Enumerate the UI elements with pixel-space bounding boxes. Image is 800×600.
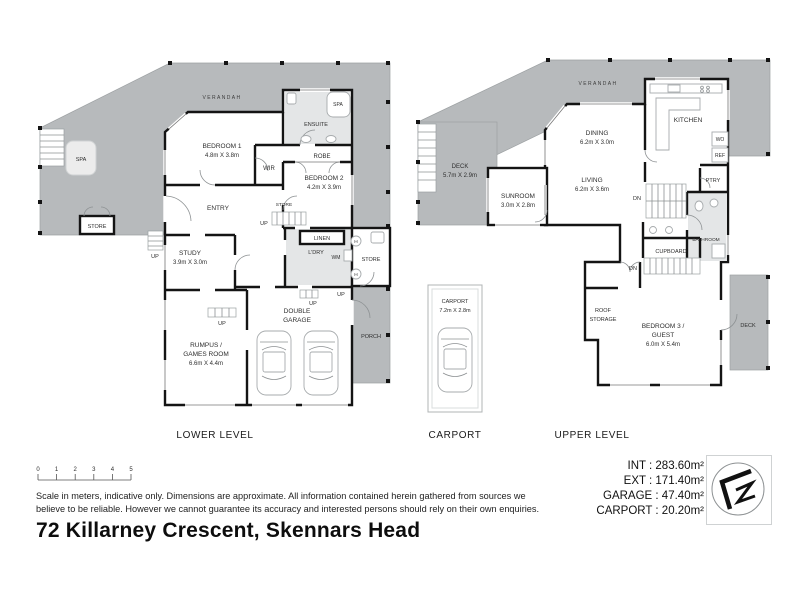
- dining-dims: 6.2m X 3.0m: [579, 140, 615, 146]
- wo-label: WO: [715, 137, 725, 143]
- area-ext: EXT : 171.40m²: [623, 475, 704, 487]
- wir-label: WIR: [263, 166, 275, 172]
- upper-verandah-label: VERANDAH: [578, 81, 618, 87]
- living-label: LIVING: [581, 177, 603, 184]
- bedroom2-dims: 4.2m X 3.9m: [306, 185, 342, 191]
- sunroom-label: SUNROOM: [501, 193, 535, 200]
- bedroom3-label-2: GUEST: [651, 332, 675, 339]
- bedroom2-label: BEDROOM 2: [304, 175, 344, 182]
- carport-dims: 7.2m X 2.8m: [439, 308, 471, 314]
- up-label-1: UP: [260, 221, 268, 227]
- garage-label-2: GARAGE: [283, 317, 311, 324]
- robe-label: ROBE: [313, 154, 331, 160]
- ensuite-spa-label: SPA: [333, 102, 343, 108]
- bedroom1-label: BEDROOM 1: [202, 143, 242, 150]
- property-address: 72 Killarney Crescent, Skennars Head: [36, 519, 421, 542]
- linen-label: LINEN: [313, 236, 331, 242]
- up-label-4: UP: [309, 301, 317, 307]
- scale-tick-0: 0: [36, 467, 40, 473]
- store-right-label: STORE: [361, 257, 381, 263]
- disclaimer-text: [36, 490, 566, 516]
- ensuite-label: ENSUITE: [304, 122, 328, 128]
- bedroom1-dims: 4.8m X 3.8m: [204, 153, 240, 159]
- lower-verandah-label: VERANDAH: [202, 95, 242, 101]
- carport-caption: CARPORT: [428, 430, 482, 441]
- cupboard-label: CUPBOARD: [655, 249, 687, 255]
- rumpus-label-2: GAMES ROOM: [183, 351, 229, 358]
- garage-label-1: DOUBLE: [283, 308, 311, 315]
- porch-label: PORCH: [361, 334, 381, 340]
- upper-deck-stairs-icon: [418, 124, 436, 192]
- deck-right-label: DECK: [740, 323, 756, 329]
- scale-tick-5: 5: [129, 467, 133, 473]
- wm-label: WM: [331, 255, 341, 261]
- sunroom-dims: 3.0m X 2.8m: [500, 203, 536, 209]
- carport-plan: [428, 285, 482, 441]
- living-dims: 6.2m X 3.6m: [574, 187, 610, 193]
- area-carport: CARPORT : 20.20m²: [596, 505, 704, 517]
- dining-label: DINING: [585, 130, 609, 137]
- disclaimer-line-2: believe to be reliable. However we cannot guarantee its accuracy and interested persons should rely on their own enquiries.: [36, 504, 540, 514]
- study-label: STUDY: [178, 250, 202, 257]
- upper-level-caption: UPPER LEVEL: [554, 430, 630, 441]
- bathroom-label: BATHROOM: [692, 238, 720, 243]
- carport-car: [438, 328, 472, 392]
- lower-level-caption: LOWER LEVEL: [176, 430, 254, 441]
- dn-label-1: DN: [633, 196, 641, 202]
- spa-deck-label: SPA: [75, 157, 87, 163]
- area-summary: [596, 459, 704, 519]
- store-deck-label: STORE: [87, 224, 107, 230]
- dn-label-2: DN: [629, 266, 637, 272]
- up-label-2: UP: [151, 254, 159, 260]
- deck-left-label: DECK: [451, 164, 469, 170]
- scale-tick-3: 3: [92, 467, 96, 473]
- ldry-label: L'DRY: [308, 250, 324, 256]
- store-mid-label: STORE: [275, 203, 293, 208]
- up-label-3: UP: [218, 321, 226, 327]
- up-label-5: UP: [337, 292, 345, 298]
- lower-level-plan: [38, 61, 390, 441]
- bedroom3-label-1: BEDROOM 3 /: [641, 323, 685, 330]
- rumpus-dims: 6.6m X 4.4m: [188, 361, 224, 367]
- disclaimer-line-1: Scale in meters, indicative only. Dimensions are approximate. All information contained herein gathered from sources we: [36, 491, 526, 501]
- north-arrow-box: [706, 455, 772, 525]
- scale-tick-1: 1: [54, 467, 59, 473]
- north-arrow-icon: [707, 456, 769, 522]
- carport-label: CARPORT: [441, 299, 469, 305]
- rumpus-label-1: RUMPUS /: [190, 342, 222, 349]
- bedroom3-dims: 6.0m X 5.4m: [645, 342, 681, 348]
- scale-tick-4: 4: [110, 467, 115, 473]
- area-garage: GARAGE : 47.40m²: [603, 490, 704, 502]
- entry-label: ENTRY: [207, 205, 229, 212]
- ptry-label: PTRY: [705, 178, 721, 184]
- scale-bar: [34, 464, 144, 486]
- lower-deck-stairs-icon: [40, 129, 64, 166]
- kitchen-label: KITCHEN: [673, 117, 703, 124]
- h-label-2: H: [354, 273, 358, 278]
- study-dims: 3.9m X 3.0m: [172, 260, 208, 266]
- roof-storage-label-2: STORAGE: [589, 317, 617, 323]
- h-label-1: H: [354, 240, 358, 245]
- area-int: INT : 283.60m²: [627, 460, 704, 472]
- ref-label: REF: [715, 153, 725, 159]
- scale-tick-2: 2: [73, 467, 77, 473]
- deck-left-dims: 5.7m X 2.9m: [442, 173, 478, 179]
- roof-storage-label-1: ROOF: [595, 308, 611, 314]
